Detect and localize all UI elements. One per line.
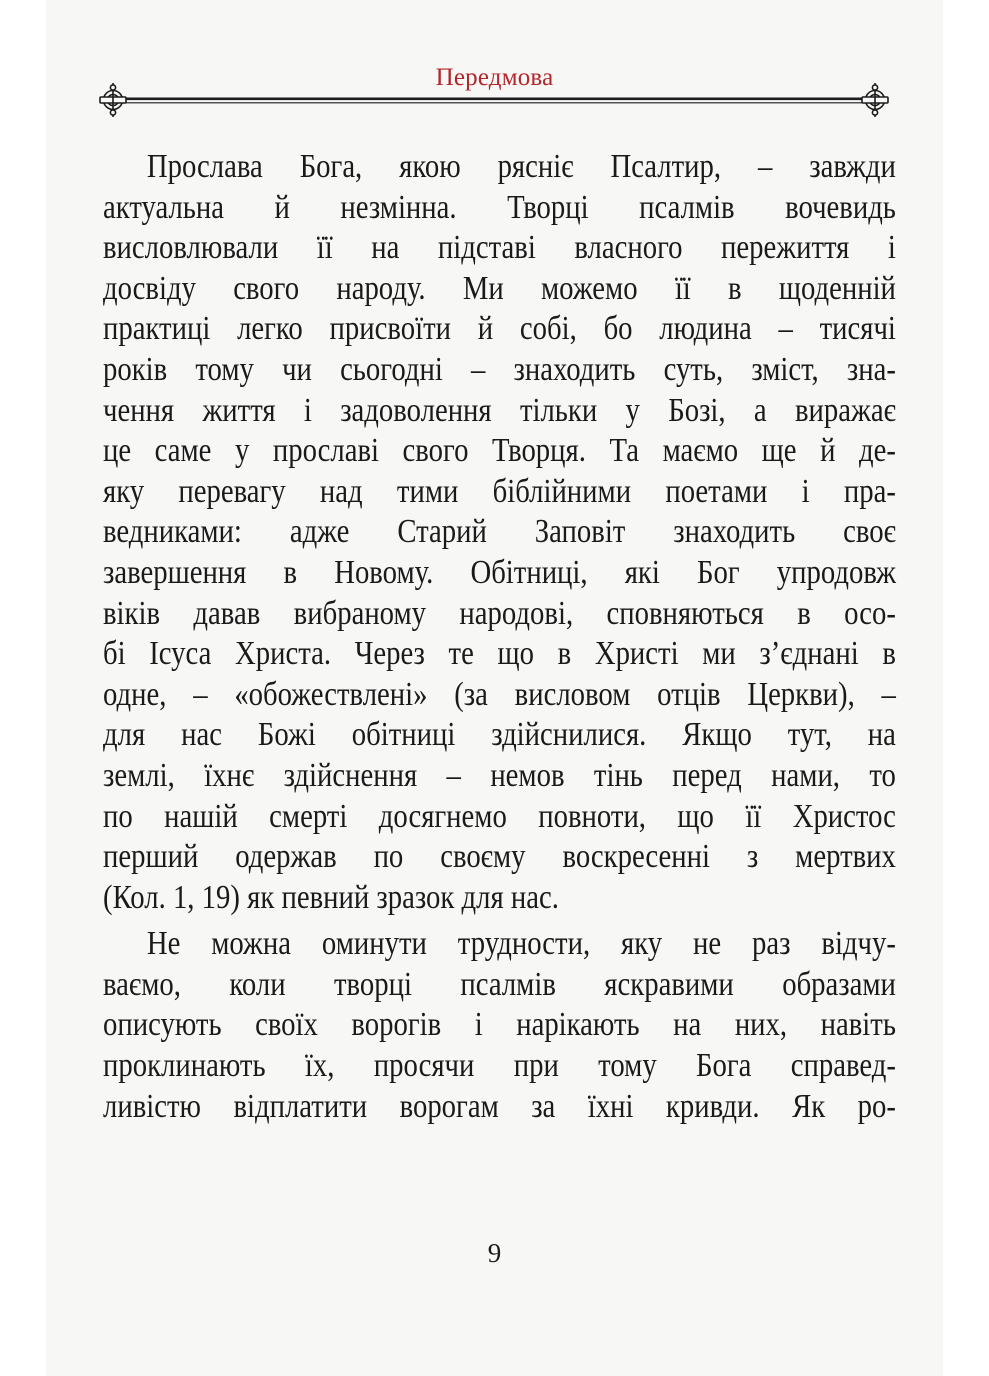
text-line: ливістю відплатити ворогам за їхні кривди. Як ро- [103,1087,896,1125]
text-line: практиці легко присвоїти й собі, бо людина – тисячі [103,310,896,348]
text-line: Не можна оминути трудности, яку не раз відчу- [146,925,896,963]
running-head-title: Передмова [435,64,554,91]
text-line: описують своїх ворогів і нарікають на них, навіть [103,1006,896,1044]
celtic-knot-right-icon [862,83,888,117]
text-line: для нас Божі обітниці здійснилися. Якщо тут, на [103,716,896,754]
text-line: яку перевагу над тими біблійними поетами і пра- [103,472,896,510]
page-number: 9 [487,1238,502,1268]
text-line: досвіду свого народу. Ми можемо її в щоденній [103,269,896,307]
body-text [103,147,896,1127]
text-line: (Кол. 1, 19) як певний зразок для нас. [103,878,559,916]
text-line: ведниками: адже Старий Заповіт знаходить своє [103,513,896,551]
text-line: це саме у прославі свого Творця. Та маємо ще й де- [103,432,896,470]
celtic-knot-left-icon [100,83,126,117]
text-line: років тому чи сьогодні – знаходить суть, зміст, зна- [103,350,896,388]
text-line: віків давав вибраному народові, сповняються в осо- [103,594,896,632]
text-line: землі, їхнє здійснення – немов тінь перед нами, то [103,756,896,794]
text-line: проклинають їх, просячи при тому Бога справед- [103,1047,896,1085]
text-line: актуальна й незмінна. Творці псалмів вочевидь [103,188,896,226]
paragraph-2 [103,924,896,1127]
text-line: бі Ісуса Христа. Через те що в Христі ми з’єднані в [103,635,896,673]
paragraph-1 [103,147,896,918]
text-line: висловлювали її на підставі власного пережиття і [103,229,896,267]
text-line: ваємо, коли творці псалмів яскравими образами [103,965,896,1003]
text-line: перший одержав по своєму воскресенні з мертвих [103,838,896,876]
text-line: по нашій смерті досягнемо повноти, що її Христос [103,797,896,835]
header-ornamental-rule [97,82,891,118]
text-line: чення життя і задоволення тільки у Бозі, а виражає [103,391,896,429]
text-line: одне, – «обожествлені» (за висловом отців Церкви), – [103,675,896,713]
text-line: завершення в Новому. Обітниці, які Бог упродовж [103,553,896,591]
text-line: Прослава Бога, якою рясніє Псалтир, – завжди [146,148,896,185]
